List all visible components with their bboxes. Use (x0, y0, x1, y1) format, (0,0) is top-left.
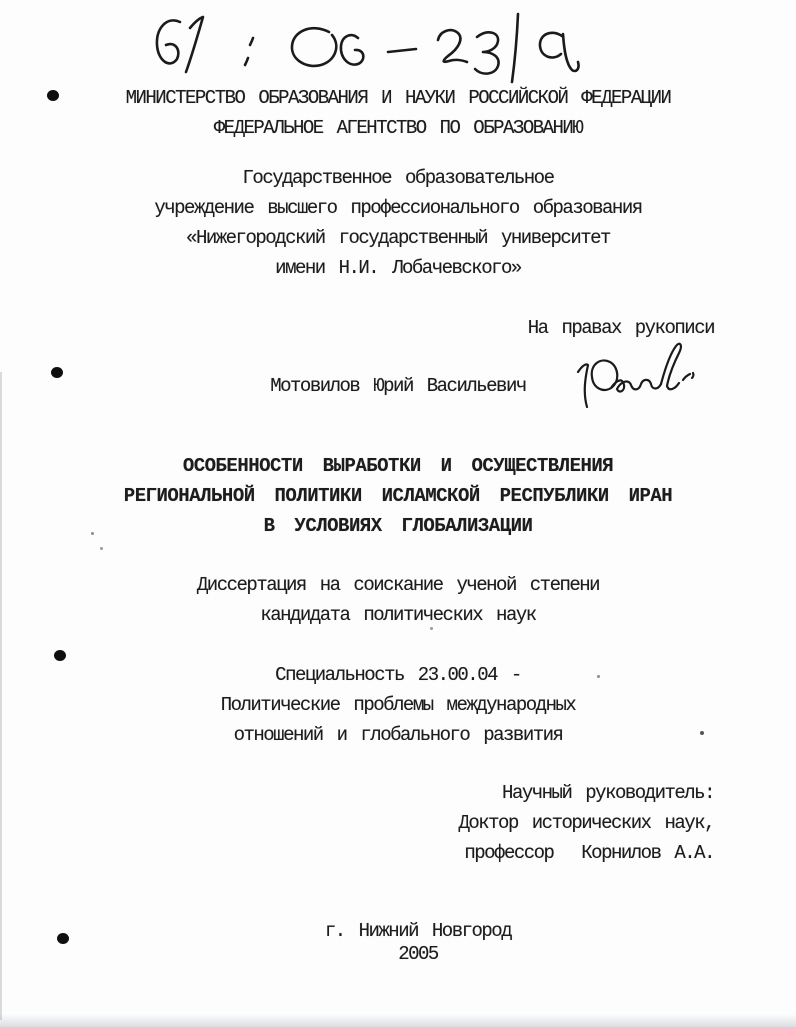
catalog-number-handwriting (150, 8, 580, 92)
supervisor-line-1: Научный руководитель: (502, 782, 714, 804)
title-line-1: ОСОБЕННОСТИ ВЫРАБОТКИ И ОСУЩЕСТВЛЕНИЯ (182, 455, 614, 477)
dissertation-title (0, 451, 796, 541)
title-line-2: РЕГИОНАЛЬНОЙ ПОЛИТИКИ ИСЛАМСКОЙ РЕСПУБЛИКИ ИРАН (123, 485, 673, 507)
ministry-header (0, 83, 796, 143)
institution-line-2: учреждение высшего профессионального образования (154, 197, 642, 219)
supervisor-block (0, 778, 796, 868)
author-name: Мотовилов Юрий Васильевич (270, 375, 526, 397)
scan-speck (700, 731, 704, 735)
agency-line: ФЕДЕРАЛЬНОЕ АГЕНТСТВО ПО ОБРАЗОВАНИЮ (213, 117, 583, 139)
degree-line-1: Диссертация на соискание ученой степени (196, 574, 600, 596)
imprint-year: 2005 (398, 943, 438, 965)
specialty-block (0, 660, 796, 750)
ministry-line: МИНИСТЕРСТВО ОБРАЗОВАНИЯ И НАУКИ РОССИЙСКОЙ ФЕДЕРАЦИИ (125, 87, 671, 109)
catalog-number-text (0, 0, 1, 1)
scan-speck (430, 627, 433, 630)
specialty-line-2: Политические проблемы международных (220, 694, 576, 716)
institution-line-1: Государственное образовательное (242, 167, 554, 189)
scan-bottom-band (0, 1014, 796, 1027)
specialty-line-1: Специальность 23.00.04 - (275, 664, 521, 686)
imprint-city: г. Нижний Новгород (324, 920, 512, 942)
scan-speck (91, 532, 94, 535)
institution-line-3: «Нижегородский государственный университет (186, 227, 610, 249)
scan-speck (597, 675, 600, 678)
institution-block (0, 163, 796, 283)
scan-speck (100, 547, 103, 550)
specialty-line-3: отношений и глобального развития (233, 724, 563, 746)
manuscript-note: На правах рукописи (527, 317, 714, 339)
imprint-block (20, 920, 796, 966)
page-edge-shadow (0, 372, 2, 1020)
degree-line-2: кандидата политических наук (260, 604, 536, 626)
supervisor-line-3: профессор Корнилов А.А. (464, 842, 714, 864)
supervisor-line-2: Доктор исторических наук, (458, 812, 714, 834)
degree-block (0, 570, 796, 630)
signature (562, 337, 712, 415)
title-line-3: В УСЛОВИЯХ ГЛОБАЛИЗАЦИИ (263, 515, 533, 537)
institution-line-4: имени Н.И. Лобачевского» (275, 257, 521, 279)
